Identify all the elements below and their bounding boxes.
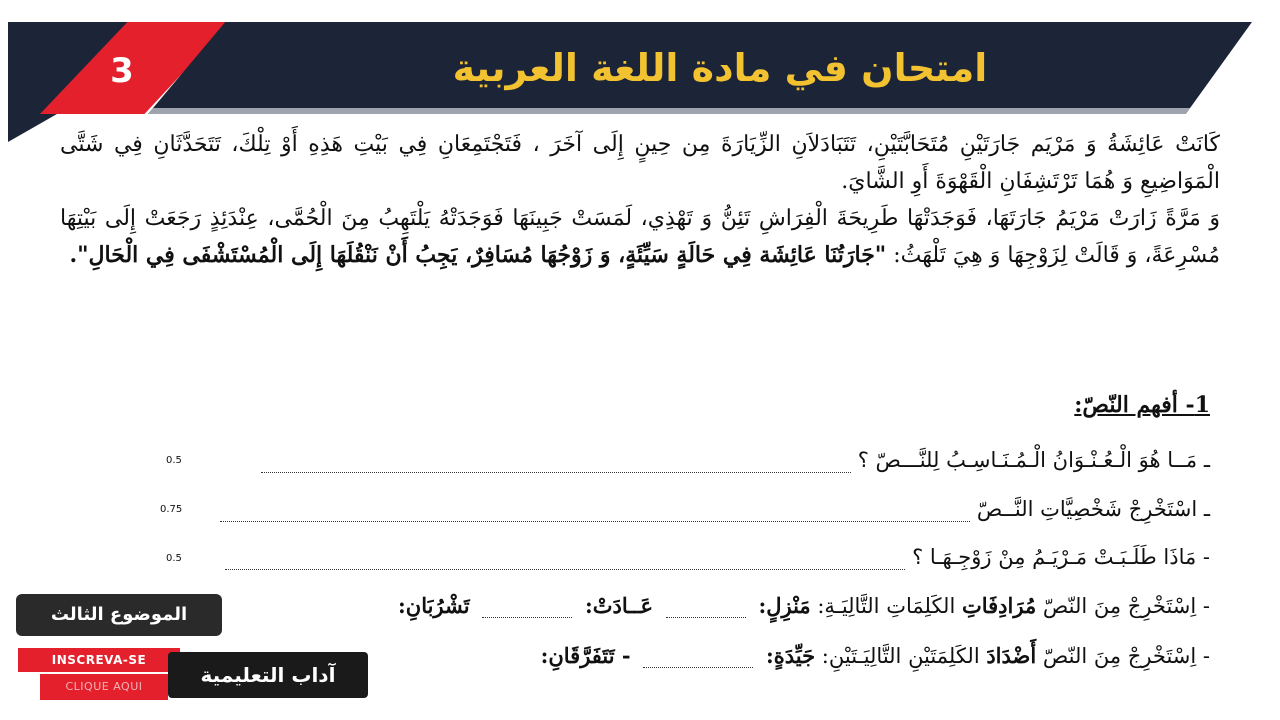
passage-quote: "جَارَتُنَا عَائِشَة فِي حَالَةٍ سَيِّئَةٍ، وَ زَوْجُهَا مُسَافِرٌ، يَجِبُ أَنْ نَنْقُلَهَا إِلَى الْمُسْتَشْفَى فِي الْحَالِ". xyxy=(69,242,887,268)
score-label: 0.5 xyxy=(166,553,182,564)
passage-paragraph-1: كَانَتْ عَائِشَةُ وَ مَرْيَم جَارَتَيْنِ مُتَحَابَّتَيْنِ، تَتَبَادَلاَنِ الزِّيَارَةَ مِن حِينٍ إِلَى آخَرَ ، فَتَجْتَمِعَانِ فِي بَيْتِ هَذِهِ أَوْ تِلْكَ، تَتَحَدَّثَانِ فِي شَتَّى الْمَوَاضِيعِ وَ هُمَا تَرْتَشِفَانِ الْقَهْوَةَ أَوِ الشَّايَ. xyxy=(60,132,1220,194)
antonyms-rest: الكَلِمَتَيْنِ التَّالِيَـتَيْنِ: xyxy=(815,644,987,668)
score-label: 0.75 xyxy=(160,504,183,515)
question-text: ـ اسْتَخْرِجْ شَخْصِيَّاتِ النَّــصّ xyxy=(976,497,1210,521)
answer-line[interactable] xyxy=(220,500,970,522)
answer-line[interactable] xyxy=(482,598,572,618)
synonyms-rest: الكَلِمَاتِ التَّالِيَـةِ: xyxy=(810,594,962,618)
answer-line[interactable] xyxy=(261,451,851,473)
question-row xyxy=(220,492,1210,526)
question-text: - مَاذَا طَلَـبَـتْ مَـرْيَـمُ مِنْ زَوْجِـهَـا ؟ xyxy=(912,545,1210,569)
antonyms-key: أَضْدَادَ xyxy=(986,643,1037,668)
question-row xyxy=(261,443,1210,477)
answer-line[interactable] xyxy=(643,648,753,668)
answer-line[interactable] xyxy=(666,598,746,618)
synonym-word: عَــادَتْ: xyxy=(584,593,654,618)
passage xyxy=(60,126,1220,274)
answer-line[interactable] xyxy=(225,548,905,570)
question-text: ـ مَــا هُوَ الْـعُـنْـوَانُ الْـمُـنَـاسِـبُ لِلنَّـــصّ ؟ xyxy=(857,448,1210,472)
click-here-button[interactable]: CLIQUE AQUI xyxy=(40,674,168,700)
synonyms-key: مُرَادِفَاتِ xyxy=(961,593,1037,618)
subscribe-button[interactable]: INSCREVA-SE xyxy=(18,648,180,672)
antonym-word: جَيِّدَةٍ: xyxy=(766,643,816,668)
synonyms-row xyxy=(398,588,1210,624)
section-heading: 1- أفهم النّصّ: xyxy=(1074,392,1210,418)
question-row xyxy=(225,540,1210,574)
synonym-word: تَشْرُبَانِ: xyxy=(398,593,470,618)
antonym-word: - تَتَفَرَّقَانِ: xyxy=(540,643,631,668)
topic-badge: الموضوع الثالث xyxy=(16,594,222,636)
antonyms-row xyxy=(541,638,1210,674)
page-title: امتحان في مادة اللغة العربية xyxy=(452,46,988,90)
antonyms-prefix: - اِسْتَخْرِجْ مِنَ النّصّ xyxy=(1036,644,1210,668)
synonyms-prefix: - اِسْتَخْرِجْ مِنَ النّصّ xyxy=(1036,594,1210,618)
passage-paragraph-2 xyxy=(60,200,1220,274)
exam-number: 3 xyxy=(110,51,134,91)
score-label: 0.5 xyxy=(166,455,182,466)
channel-logo: آداب التعليمية xyxy=(168,652,368,698)
passage-paragraph-2-text: وَ مَرَّةً زَارَتْ مَرْيَمُ جَارَتَهَا، فَوَجَدَتْهَا طَرِيحَةَ الْفِرَاشِ تَئِنُّ وَ تَهْذِي، لَمَسَتْ جَبِينَهَا فَوَجَدَتْهُ يَلْتَهِبُ مِنَ الْحُمَّى، عِنْدَئِذٍ رَجَعَتْ إِلَى بَيْتِهَا مُسْرِعَةً، وَ قَالَتْ لِزَوْجِهَا وَ هِيَ تَلْهَثُ: xyxy=(60,206,1220,268)
synonym-word: مَنْزِلٍ: xyxy=(758,593,811,618)
